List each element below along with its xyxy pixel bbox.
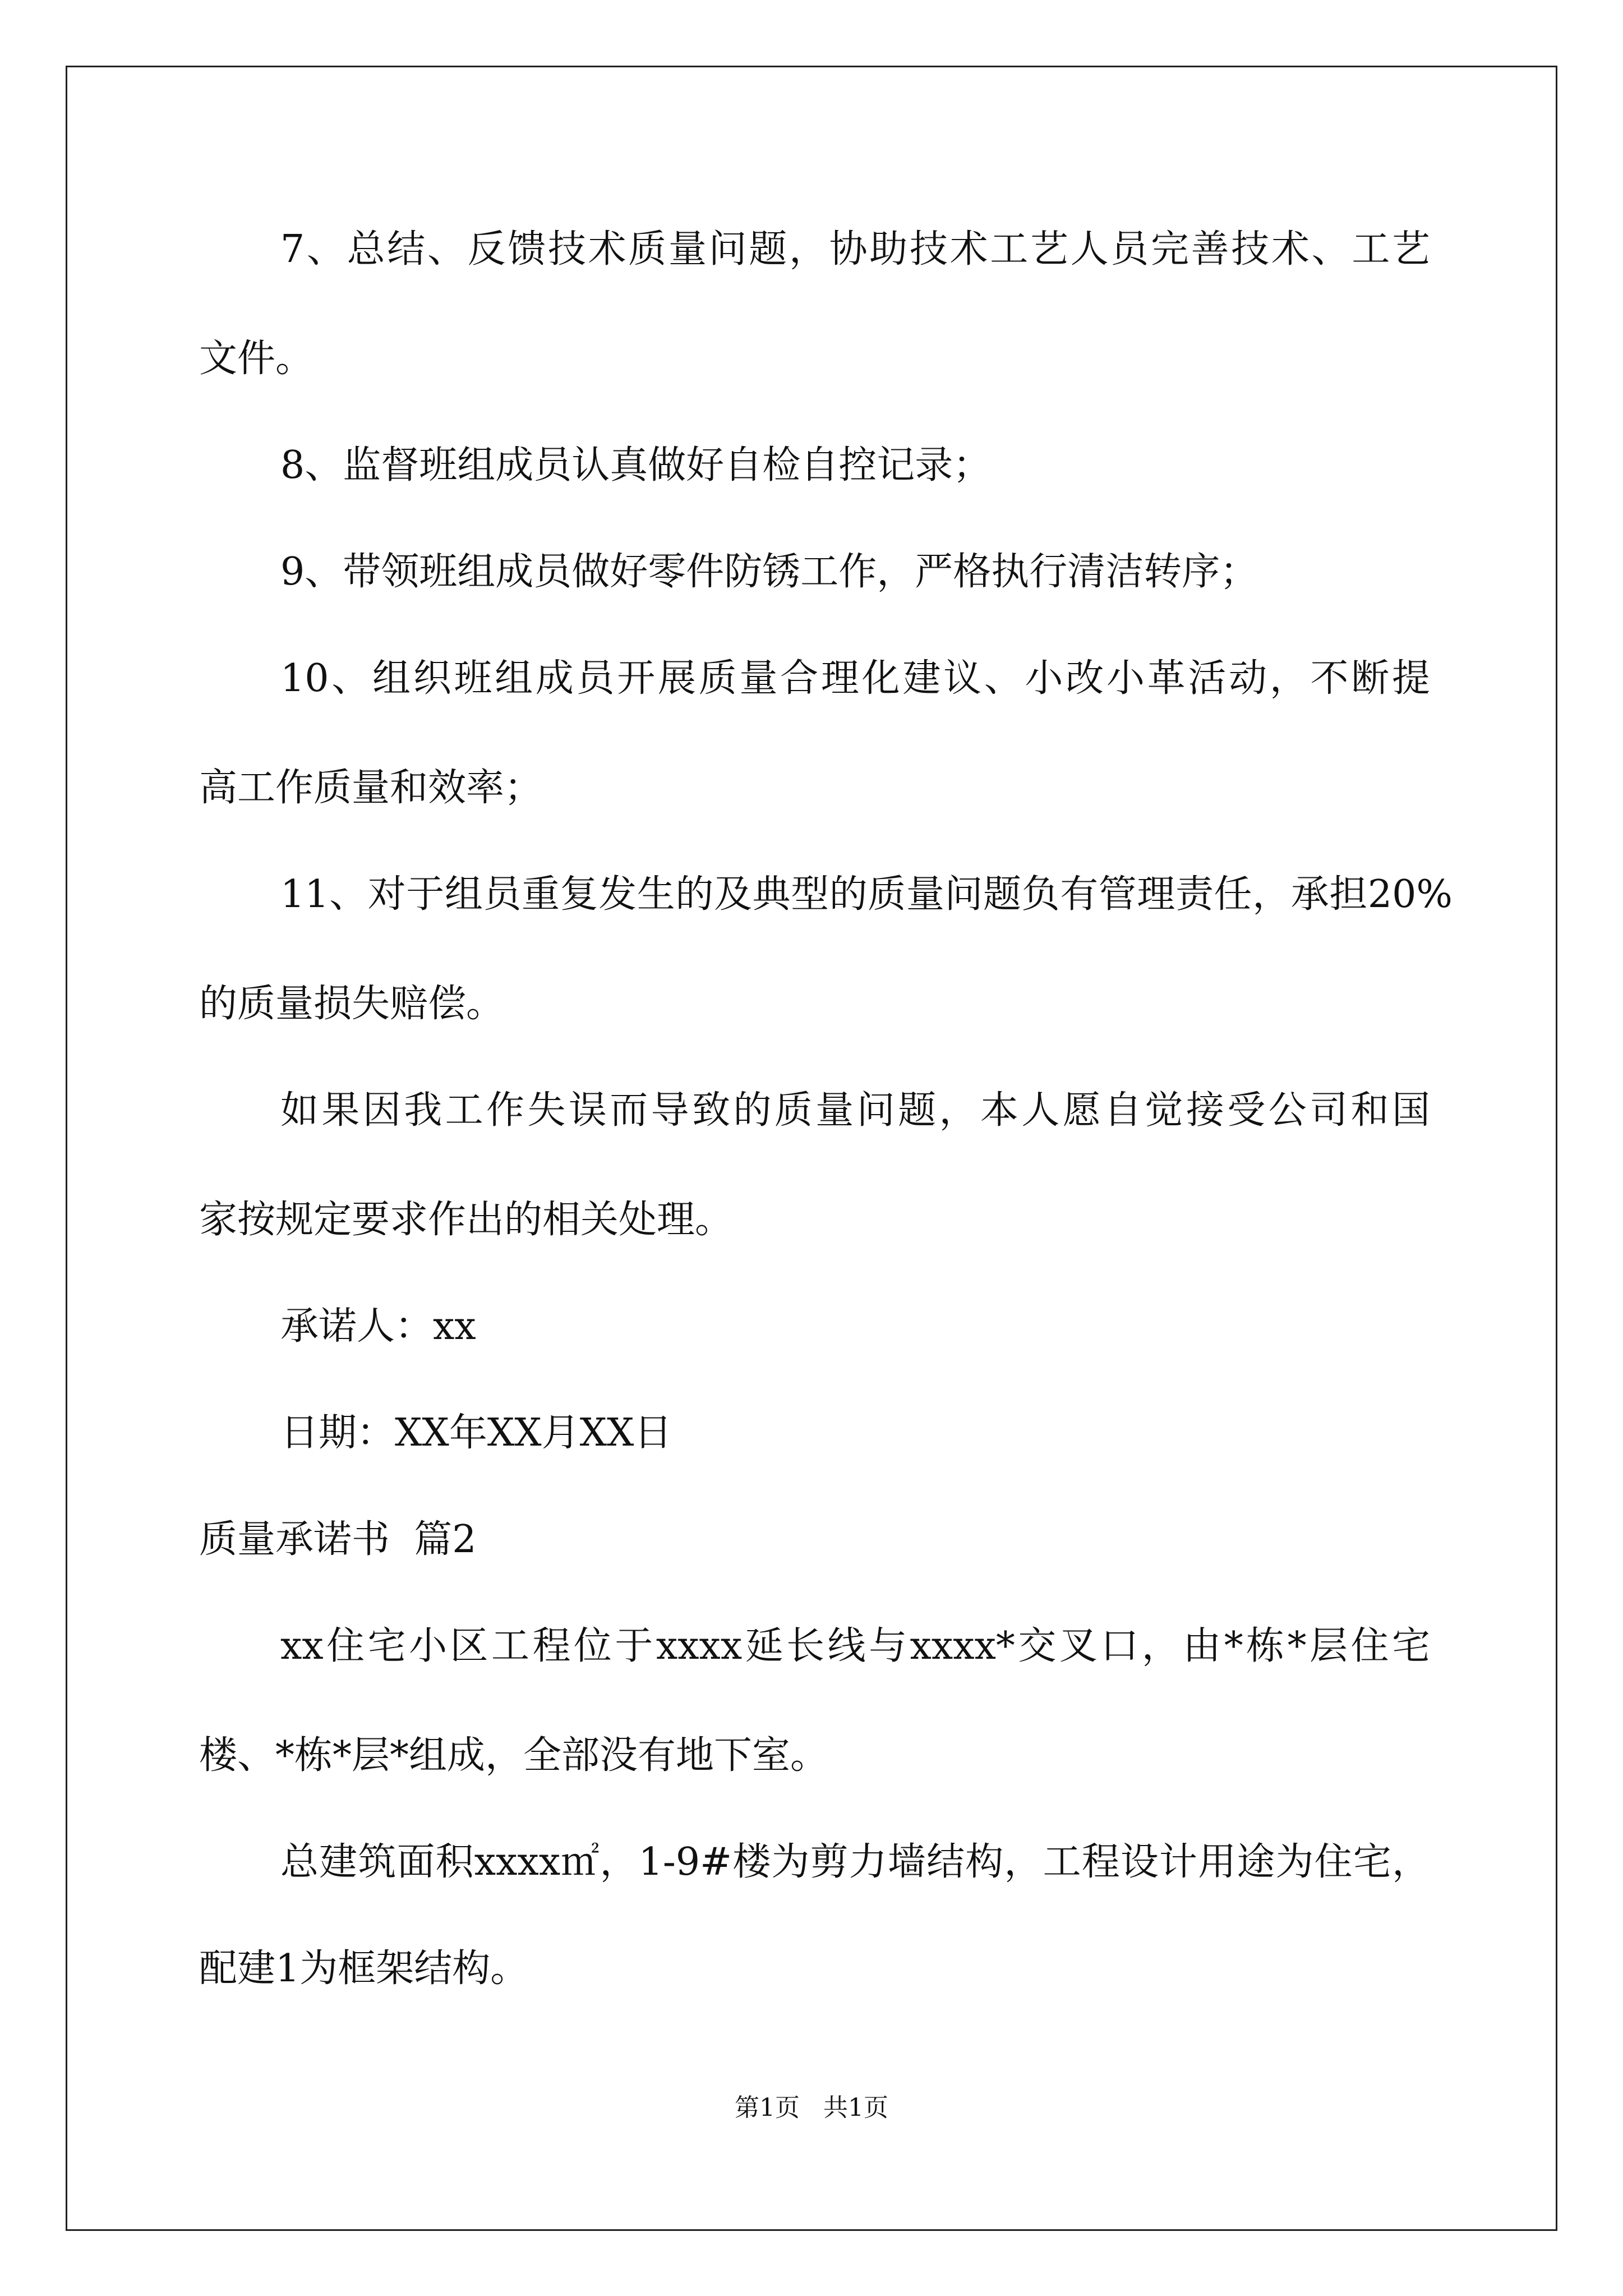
paragraph-item-9: 9、带领班组成员做好零件防锈工作，严格执行清洁转序； xyxy=(280,550,1258,594)
area-paragraph-line-2: 配建1为框架结构。 xyxy=(199,1947,529,1991)
area-paragraph-line-1: 总建筑面积xxxx㎡，1-9#楼为剪力墙结构，工程设计用途为住宅， xyxy=(280,1840,1430,1884)
section-heading: 质量承诺书 篇2 xyxy=(199,1517,477,1562)
signatory-line: 承诺人：xx xyxy=(280,1304,476,1349)
paragraph-item-7-line-1: 7、总结、反馈技术质量问题，协助技术工艺人员完善技术、工艺 xyxy=(280,227,1430,272)
paragraph-item-11-line-2: 的质量损失赔偿。 xyxy=(199,982,505,1026)
page-border xyxy=(66,66,1557,2231)
paragraph-commitment-line-1: 如果因我工作失误而导致的质量问题，本人愿自觉接受公司和国 xyxy=(280,1088,1430,1133)
paragraph-item-10-line-1: 10、组织班组成员开展质量合理化建议、小改小革活动，不断提 xyxy=(280,656,1430,701)
date-line: 日期：XX年XX月XX日 xyxy=(280,1411,672,1455)
paragraph-item-11-line-1: 11、对于组员重复发生的及典型的质量问题负有管理责任，承担20% xyxy=(280,872,1453,917)
paragraph-item-10-line-2: 高工作质量和效率； xyxy=(199,766,543,810)
paragraph-commitment-line-2: 家按规定要求作出的相关处理。 xyxy=(199,1198,734,1242)
paragraph-item-8: 8、监督班组成员认真做好自检自控记录； xyxy=(280,443,992,487)
page-indicator: 第1页 共1页 xyxy=(735,2093,888,2122)
project-paragraph-line-2: 楼、*栋*层*组成，全部没有地下室。 xyxy=(199,1733,829,1778)
project-paragraph-line-1: xx住宅小区工程位于xxxx延长线与xxxx*交叉口，由*栋*层住宅 xyxy=(280,1624,1430,1668)
paragraph-item-7-line-2: 文件。 xyxy=(199,337,314,381)
